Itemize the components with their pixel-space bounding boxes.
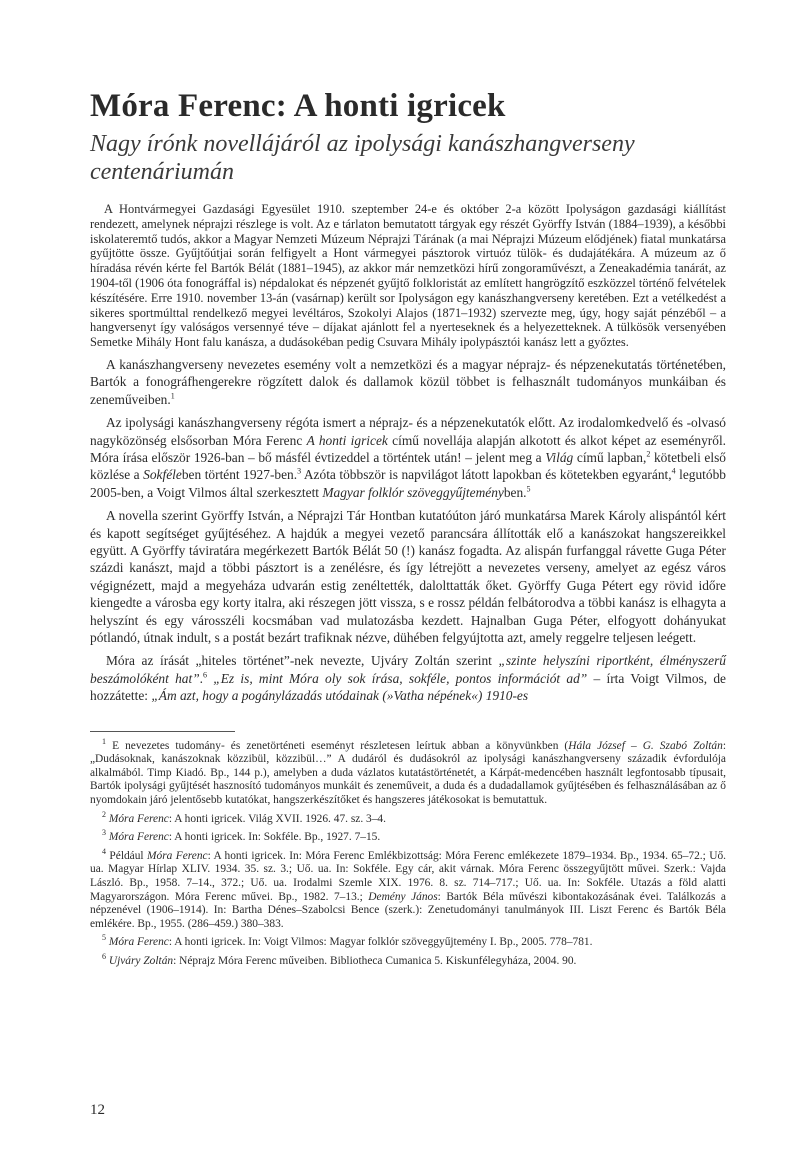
body-paragraph: Az ipolysági kanászhangverseny régóta ismert a néprajz- és a népzenekutatók előtt. Az irodalomkedvelő és -olvasó nagyközönség elsősorban Móra Ferenc A honti igricek című novellája alapján alkotott és alkot képet az eseményről. Móra írása először 1926-ban – bő másfél évtizeddel a történtek után! – jelent meg a Világ című lapban,$^2$ kötetbeli első közlése a Sokféleben történt 1927-ben.$^3$ Azóta többször is napvilágot látott lapokban és kötetekben egyaránt,$^4$ legutóbb 2005-ben, a Voigt Vilmos által szerkesztett Magyar folklór szöveggyűjteményben.$^5$ bbox=[90, 415, 727, 500]
footnote: $^5$ Móra Ferenc: A honti igricek. In: Voigt Vilmos: Magyar folklór szöveggyűjtemény I. Bp., 2005. 778–781. bbox=[102, 933, 593, 949]
body-paragraph: A kanászhangverseny nevezetes esemény volt a nemzetközi és a magyar néprajz- és népzenekutatás történetében, Bartók a fonográfhengerekre rögzített dalok és dallamok közül többet is felhasznált tudományos munkáiban és zeneműveiben.$^1$ bbox=[90, 356, 726, 407]
quote: „szinte helyszíni riportként, élményszerű beszámolóként hat” bbox=[90, 653, 726, 686]
footnote: $^2$ Móra Ferenc: A honti igricek. Világ XVII. 1926. 47. sz. 3–4. bbox=[102, 809, 386, 825]
footnote-ref: 4 bbox=[671, 466, 676, 476]
journal-title: Világ bbox=[545, 450, 574, 465]
body-paragraph: A novella szerint Györffy István, a Néprajzi Tár Hontban kutatóúton járó munkatársa Marek Károly alispántól kért és kapott segítséget gyűjtéséhez. A hajdúk a megyei vezető parancsára állították elő a kanászokat hangszereikkel együtt. A Györffy táviratára megérkezett Bartók Bélát 50 (!) kanász fogadta. Az alispán furfanggal rávette Guga Péter százdi kanászt, majd a többi pásztort is a zenélésre, és így létrejött a nevezetes verseny, amelyet az egész város végignézett, majd a megyeháza udvarán estig zenéltették, dalolttatták őket. Györffy Guga Pétert egy rövid időre kiengedte a városba egy korty italra, aki részegen jött vissza, s e rossz példán felbátorodva a többi kanász is elhagyta a helyszínt és egy városszéli kocsmában vad mulatozásba kezdett. Hajnalban Guga Péter, elfogyott dohányukat pótlandó, útnak indult, s a postát bezárt trafiknak nézve, dühében felgyújtotta azt, amely reggelre teljesen leégett. bbox=[90, 508, 726, 646]
article-subtitle: Nagy írónk novellájáról az ipolysági kanászhangverseny centenáriumán bbox=[90, 131, 635, 185]
article bbox=[90, 86, 726, 974]
quote: „Ez is, mint Móra oly sok írása, sokféle, pontos információt ad” bbox=[213, 670, 588, 686]
work-title: A honti igricek bbox=[306, 432, 388, 448]
page-number: 12 bbox=[90, 1102, 105, 1118]
article-intro: A Hontvármegyei Gazdasági Egyesület 1910. szeptember 24-e és október 2-a között Ipolyságon gazdasági kiállítást rendezett, amelynek néprajzi részlege is volt. Az e tárlaton bemutatott tárgyak egy részét Györffy István (1884–1939), a későbbi iskolateremtő tudós, akkor a Magyar Nemzeti Múzeum Néprajzi Tárának (a mai Néprajzi Múzeum elődjének) fiatal munkatársa gyűjtötte össze. Gyűjtőútjai során felfigyelt a Hont vármegyei pásztorok virtuóz tülök- és dudajátékára. A múzeum az ő híradása révén kérte fel Bartók Bélát (1881–1945), az akkor már nemzetközi hírű zongoraművészt, a Zeneakadémia tanárát, az 1904-től (1906 óta fonográffal is) népdalokat és népzenét gyűjtő folkloristát az említett hangrögzítő eszközzel történő felvételek készítésére. Erre 1910. november 13-án (vasárnap) került sor Ipolyságon egy kanászhangverseny keretében. Ezt a vetélkedést a sikeres sportmúlttal rendelkező megyei levéltáros, Szokolyi Alajos (1871–1932) szervezte meg, úgy, hogy saját pénzéből – a hangversenyt így valóságos versennyé téve – díjakat ajánlott fel a nyerteseknek és a helyezetteknek. A tülkösök versenyében Semetke Mihály Hont falu kanásza, a dudásokéban pedig Csuvara Mihály ipolypásztói kanász lett a győztes. bbox=[90, 202, 726, 350]
footnote: $^3$ Móra Ferenc: A honti igricek. In: Sokféle. Bp., 1927. 7–15. bbox=[102, 828, 381, 844]
footnote-ref: 1 bbox=[170, 391, 175, 401]
footnote-ref: 6 bbox=[203, 670, 208, 680]
article-title: Móra Ferenc: A honti igricek bbox=[90, 88, 506, 124]
footnote-ref: 5 bbox=[526, 484, 531, 494]
footnote-ref: 2 bbox=[646, 449, 651, 459]
book-title: Magyar folklór szöveggyűjtemény bbox=[322, 484, 504, 500]
footnote: $^6$ Ujváry Zoltán: Néprajz Móra Ferenc műveiben. Bibliotheca Cumanica 5. Kiskunfélegyháza, 2004. 90. bbox=[102, 952, 577, 967]
book-title: Sokféle bbox=[143, 467, 182, 483]
quote: „Ám azt, hogy a pogánylázadás utódainak (»Vatha népének«) 1910-es bbox=[151, 688, 529, 704]
footnote-divider bbox=[90, 731, 235, 732]
footnote-ref: 3 bbox=[297, 466, 302, 476]
footnote: $^1$ E nevezetes tudomány- és zenetörténeti eseményt részletesen leírtuk abban a könyvünkben (Hála József – G. Szabó Zoltán: „Dudásoknak, kanászoknak közzibül, közzibül…” A dudáról és dudásokról az ipolysági kanászhangverseny századik évfordulója alkalmából. Timp Kiadó. Bp., 144 p.), amelyben a duda vázlatos kutatástörténetét, a Kárpát-medencében használt legfontosabb típusait, Bartók ipolysági gyűjtését hasznosító tudományos munkáit és zeneműveit, a duda és a dudadallamok gyűjtésében és felhasználásában az ő nyomdokain járó jelentősebb kutatókat, hangszerkészítőket és hangszeres játékosokat is bemutattuk. bbox=[90, 736, 726, 807]
footnote: $^4$ Például Móra Ferenc: A honti igricek. In: Móra Ferenc Emlékbizottság: Móra Ferenc emlékezete 1879–1934. Bp., 1934. 65–72.; Uő. ua. Magyar Hírlap XLIV. 1934. 35. sz. 3.; Uő. ua. In: Sokféle. Egy cár, akit várnak. Móra Ferenc összegyűjtött művei. Szerk.: Vajda László. Bp., 1958. 7–14., 372.; Uő. ua. Irodalmi Szemle XIX. 1976. 8. sz. 714–717.; Uő. ua. In: Sokféle. Utazás a föld alatti Magyarországon. Móra Ferenc művei. Bp., 1982. 7–13.; Demény János: Bartók Béla művészi kibontakozásának évei. Találkozás a népzenével (1906–1914). In: Bartha Dénes–Szabolcsi Bence (szerk.): Zenetudományi tanulmányok III. Liszt Ferenc és Bartók Béla emlékére. Bp., 1955. (286–459.) 380–383. bbox=[90, 847, 727, 930]
body-paragraph: Móra az írását „hiteles történet”-nek nevezte, Ujváry Zoltán szerint „szinte helyszíni riportként, élményszerű beszámolóként hat”.$^6$ „Ez is, mint Móra oly sok írása, sokféle, pontos információt ad” – írta Voigt Vilmos, de hozzátette: „Ám azt, hogy a pogánylázadás utódainak (»Vatha népének«) 1910-es bbox=[90, 653, 726, 704]
